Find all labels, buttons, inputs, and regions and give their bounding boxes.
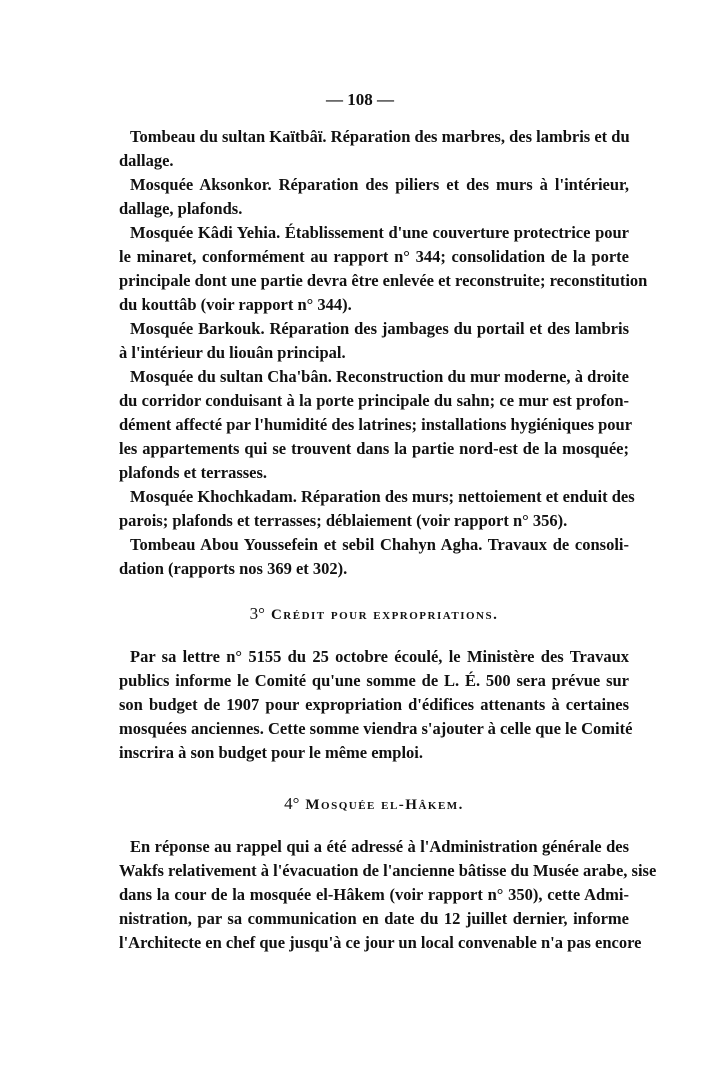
text-line: du corridor conduisant à la porte principale du sahn; ce mur est profon- [119, 391, 629, 410]
text-line: Tombeau du sultan Kaïtbâï. Réparation des marbres, des lambris et du [130, 127, 630, 146]
page-number: — 108 — [326, 90, 394, 109]
text-line: publics informe le Comité qu'une somme de L. É. 500 sera prévue sur [119, 671, 629, 690]
text-line: les appartements qui se trouvent dans la partie nord-est de la mosquée; [119, 439, 629, 458]
page-body [119, 125, 657, 955]
text-line: Mosquée Aksonkor. Réparation des piliers et des murs à l'intérieur, [130, 175, 629, 194]
section-title: Crédit pour expropriations. [270, 607, 499, 623]
text-line: le minaret, conformément au rapport n° 344; consolidation de la porte [119, 247, 629, 266]
text-line: Par sa lettre n° 5155 du 25 octobre écoulé, le Ministère des Travaux [130, 647, 629, 666]
text-line: à l'intérieur du liouân principal. [119, 343, 346, 362]
paragraph [119, 645, 633, 765]
text-line: Mosquée Kâdi Yehia. Établissement d'une couverture protectrice pour [130, 223, 629, 242]
text-line: du kouttâb (voir rapport n° 344). [119, 295, 352, 314]
section-title: Mosquée el-Hâkem. [305, 797, 464, 813]
paragraph [119, 221, 648, 317]
paragraph [119, 485, 635, 533]
text-line: Wakfs relativement à l'évacuation de l'ancienne bâtisse du Musée arabe, sise [119, 861, 657, 880]
text-line: son budget de 1907 pour expropriation d'édifices attenants à certaines [119, 695, 629, 714]
text-line: mosquées anciennes. Cette somme viendra s'ajouter à celle que le Comité [119, 719, 633, 738]
section-number: 4° [284, 794, 300, 813]
text-line: parois; plafonds et terrasses; déblaiement (voir rapport n° 356). [119, 511, 568, 530]
text-line: plafonds et terrasses. [119, 463, 268, 482]
text-line: Mosquée Khochkadam. Réparation des murs; nettoiement et enduit des [130, 487, 635, 506]
paragraph [119, 317, 629, 365]
text-line: dans la cour de la mosquée el-Hâkem (voir rapport n° 350), cette Admi- [119, 885, 629, 904]
text-line: principale dont une partie devra être enlevée et reconstruite; reconstitution [119, 271, 648, 290]
text-line: inscrira à son budget pour le même emploi. [119, 743, 424, 762]
text-line: dation (rapports nos 369 et 302). [119, 559, 348, 578]
text-line: dallage. [119, 151, 174, 170]
section-heading [119, 602, 629, 627]
text-block [119, 125, 648, 581]
text-block [119, 645, 633, 765]
text-line: dallage, plafonds. [119, 199, 243, 218]
text-line: Mosquée Barkouk. Réparation des jambages du portail et des lambris [130, 319, 629, 338]
text-line: Tombeau Abou Youssefein et sebil Chahyn Agha. Travaux de consoli- [130, 535, 629, 554]
text-line: nistration, par sa communication en date du 12 juillet dernier, informe [119, 909, 629, 928]
section-number: 3° [249, 604, 265, 623]
text-line: Mosquée du sultan Cha'bân. Reconstruction du mur moderne, à droite [130, 367, 629, 386]
section-heading [119, 792, 629, 817]
text-line: En réponse au rappel qui a été adressé à l'Administration générale des [130, 837, 629, 856]
paragraph [119, 533, 629, 581]
paragraph [119, 835, 657, 955]
text-line: dément affecté par l'humidité des latrines; installations hygiéniques pour [119, 415, 633, 434]
text-line: l'Architecte en chef que jusqu'à ce jour un local convenable n'a pas encore [119, 933, 642, 952]
paragraph [119, 173, 629, 221]
paragraph [119, 365, 633, 485]
paragraph [119, 125, 629, 173]
text-block [119, 835, 657, 955]
